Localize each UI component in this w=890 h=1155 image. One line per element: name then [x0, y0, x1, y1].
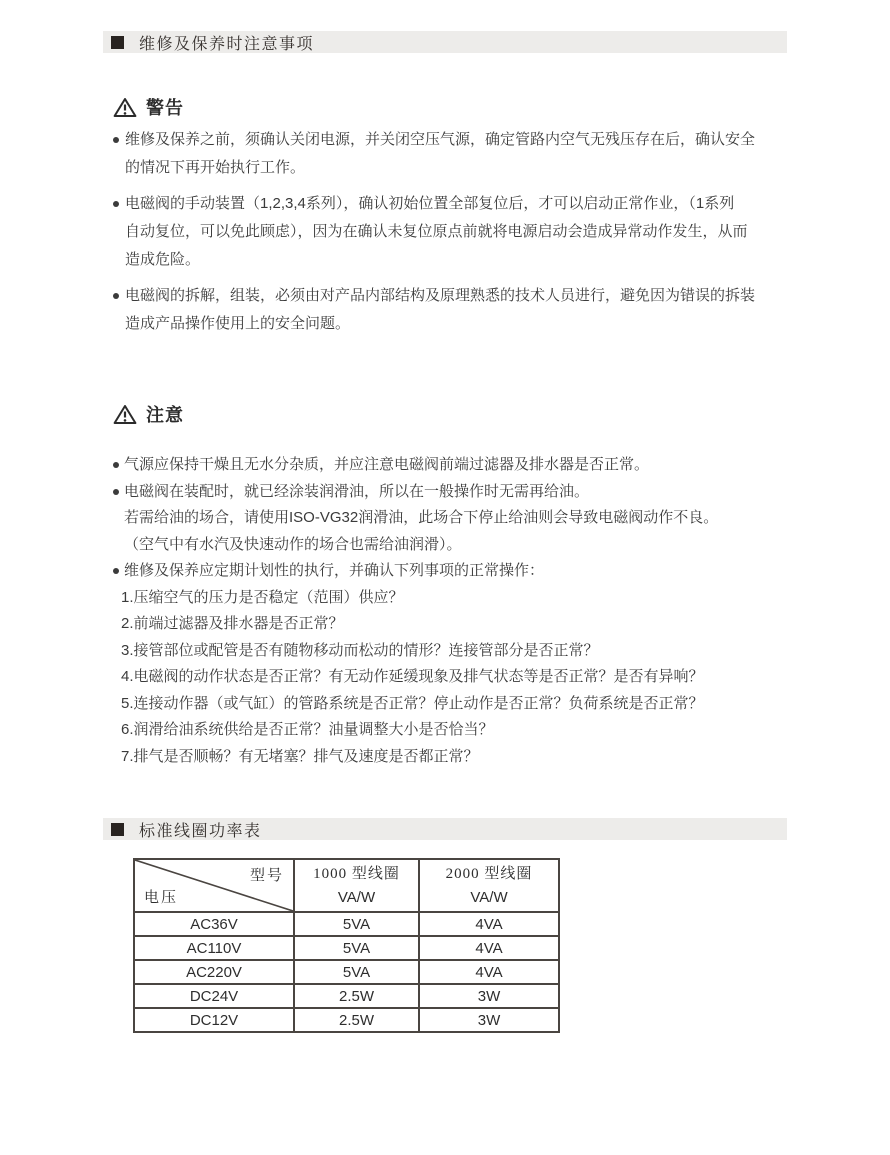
- checklist-item: 1.压缩空气的压力是否稳定（范围）供应？: [121, 588, 404, 606]
- voltage-cell: AC220V: [134, 960, 294, 984]
- table-row: [134, 984, 559, 1008]
- section-title-coil-power: 标准线圈功率表: [139, 822, 262, 840]
- caution-list: [113, 452, 718, 770]
- warning-line: 的情况下再开始执行工作。: [125, 159, 306, 176]
- section-header-coil-power: [103, 818, 787, 840]
- black-square-marker: [111, 823, 124, 836]
- caution-heading-group: [113, 401, 184, 427]
- voltage-cell: DC12V: [134, 1008, 294, 1032]
- black-square-marker: [111, 36, 124, 49]
- bullet-dot-icon: [113, 568, 119, 574]
- caution-line: 若需给油的场合，请使用ISO-VG32润滑油，此场合下停止给油则会导致电磁阀动作不良。: [124, 509, 719, 526]
- caution-line: 电磁阀在装配时，就已经涂装润滑油，所以在一般操作时无需再给油。: [124, 482, 590, 500]
- warning-triangle-icon: [113, 97, 137, 118]
- voltage-cell: AC36V: [134, 912, 294, 936]
- warning-item: [113, 126, 755, 182]
- coil-2000-cell: 4VA: [419, 960, 559, 984]
- bullet-dot-icon: [113, 489, 119, 495]
- warning-list: [113, 126, 755, 346]
- warning-item: [113, 282, 755, 338]
- coil-2000-cell: 3W: [419, 1008, 559, 1032]
- coil-1000-cell: 2.5W: [294, 1008, 419, 1032]
- table-row: [134, 936, 559, 960]
- warning-line: 造成危险。: [125, 251, 201, 268]
- caution-item: [113, 479, 718, 559]
- warning-line: 电磁阀的手动装置（1,2,3,4系列），确认初始位置全部复位后，才可以启动正常作业，（1系列: [125, 195, 735, 212]
- caution-item: [113, 452, 718, 479]
- checklist-item: 5.连接动作器（或气缸）的管路系统是否正常？停止动作是否正常？负荷系统是否正常？: [121, 694, 704, 712]
- caution-item: [113, 558, 718, 585]
- coil-1000-cell: 5VA: [294, 936, 419, 960]
- warning-item: [113, 190, 755, 274]
- checklist-item: 3.接管部位或配管是否有随物移动而松动的情形？连接管部分是否正常？: [121, 641, 599, 659]
- coil-1000-cell: 2.5W: [294, 984, 419, 1008]
- warning-line: 自动复位，可以免此顾虑），因为在确认未复位原点前就将电源启动会造成异常动作发生，从而: [125, 223, 748, 240]
- column-header-1000: 1000 型线圈 VA/W: [294, 859, 419, 912]
- caution-line: （空气中有水汽及快速动作的场合也需给油润滑）。: [124, 535, 462, 553]
- table-row: [134, 912, 559, 936]
- bullet-dot-icon: [113, 201, 119, 207]
- coil-1000-cell: 5VA: [294, 912, 419, 936]
- table-row: [134, 1008, 559, 1032]
- coil-2000-cell: 4VA: [419, 936, 559, 960]
- table-header-row: [134, 859, 559, 912]
- warning-heading-group: [113, 94, 184, 120]
- corner-label-model: 型号: [249, 868, 284, 884]
- coil-2000-cell: 3W: [419, 984, 559, 1008]
- caution-line: 维修及保养应定期计划性的执行，并确认下列事项的正常操作：: [124, 562, 545, 579]
- bullet-dot-icon: [113, 137, 119, 143]
- coil-2000-cell: 4VA: [419, 912, 559, 936]
- coil-power-table: [133, 858, 560, 1033]
- table-corner-cell: [134, 859, 294, 912]
- caution-triangle-icon: [113, 404, 137, 425]
- bullet-dot-icon: [113, 293, 119, 299]
- coil-1000-cell: 5VA: [294, 960, 419, 984]
- checklist-item: 7.排气是否顺畅？有无堵塞？排气及速度是否都正常？: [121, 747, 479, 765]
- warning-line: 电磁阀的拆解，组装，必须由对产品内部结构及原理熟悉的技术人员进行，避免因为错误的拆装: [125, 287, 756, 304]
- checklist-item: 4.电磁阀的动作状态是否正常？有无动作延缓现象及排气状态等是否正常？是否有异响？: [121, 668, 704, 685]
- voltage-cell: DC24V: [134, 984, 294, 1008]
- warning-line: 维修及保养之前，须确认关闭电源，并关闭空压气源，确定管路内空气无残压存在后，确认安全: [125, 131, 756, 148]
- voltage-cell: AC110V: [134, 936, 294, 960]
- warning-line: 造成产品操作使用上的安全问题。: [125, 315, 351, 332]
- section-title-maintenance: 维修及保养时注意事项: [139, 35, 315, 53]
- checklist-item: 6.润滑给油系统供给是否正常？油量调整大小是否恰当？: [121, 721, 494, 738]
- column-header-2000: 2000 型线圈 VA/W: [419, 859, 559, 912]
- bullet-dot-icon: [113, 462, 119, 468]
- checklist-item: 2.前端过滤器及排水器是否正常？: [121, 615, 344, 632]
- table-row: [134, 960, 559, 984]
- warning-heading: 警告: [146, 98, 184, 118]
- caution-line: 气源应保持干燥且无水分杂质，并应注意电磁阀前端过滤器及排水器是否正常。: [124, 456, 650, 473]
- corner-label-voltage: 电压: [144, 890, 179, 906]
- caution-heading: 注意: [146, 405, 184, 425]
- section-header-maintenance: [103, 31, 787, 53]
